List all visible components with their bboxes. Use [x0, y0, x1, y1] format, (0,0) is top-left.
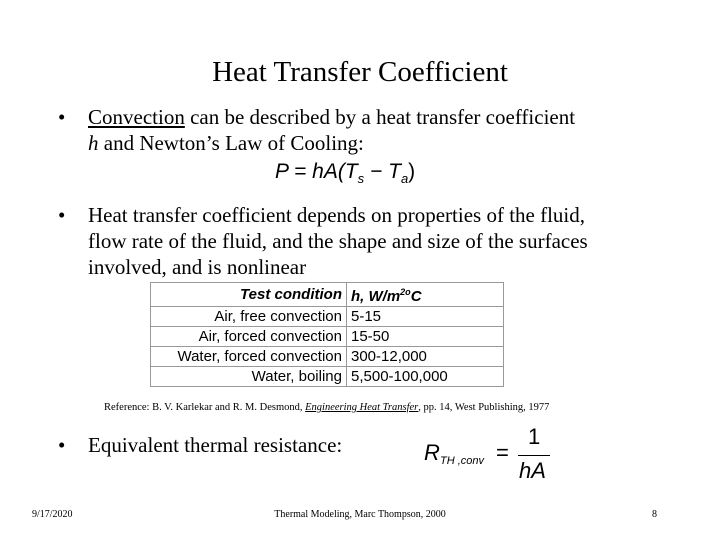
cell-condition: Water, boiling [151, 367, 347, 387]
newton-cooling-equation [275, 160, 415, 186]
header-h-text: h, W/m [351, 288, 401, 305]
eq-part: − T [364, 160, 401, 183]
table-header-row [151, 283, 504, 307]
slide-title: Heat Transfer Coefficient [212, 56, 508, 88]
eq-subscript: TH ,conv [440, 455, 485, 467]
cell-h: 300-12,000 [347, 347, 504, 367]
header-h-sup: 2o [400, 287, 411, 297]
thermal-resistance-equation [424, 424, 564, 486]
bullet-marker: • [58, 433, 66, 457]
table-row [151, 307, 504, 327]
eq-resistance-symbol: R [424, 440, 440, 465]
cell-condition: Air, forced convection [151, 327, 347, 347]
bullet-marker: • [58, 105, 66, 129]
eq-subscript: s [357, 171, 365, 186]
bullet-line-text: and Newton’s Law of Cooling: [98, 131, 364, 155]
table-row [151, 327, 504, 347]
cell-condition: Air, free convection [151, 307, 347, 327]
variable-h: h [88, 131, 99, 155]
footer-date: 9/17/2020 [32, 509, 73, 520]
bullet-line: flow rate of the fluid, and the shape and size of the surfaces [88, 229, 588, 253]
eq-equals: = [496, 440, 509, 465]
cell-h: 15-50 [347, 327, 504, 347]
bullet-text [88, 104, 575, 156]
reference-citation [104, 402, 549, 413]
bullet-thermal-resistance [58, 432, 418, 458]
bullet-marker: • [58, 203, 66, 227]
reference-text: , pp. 14, West Publishing, 1977 [418, 402, 550, 413]
bullet-coefficient-dependence [58, 202, 698, 280]
underlined-term: Convection [88, 105, 185, 129]
eq-part: ) [408, 160, 416, 183]
bullet-line [88, 130, 575, 156]
header-h [347, 283, 504, 307]
cell-h: 5,500-100,000 [347, 367, 504, 387]
reference-text: Reference: B. V. Karlekar and R. M. Desmond, [104, 402, 306, 413]
eq-part: P = hA(T [275, 160, 358, 183]
bullet-line: Heat transfer coefficient depends on properties of the fluid, [88, 203, 586, 227]
reference-book-title: Engineering Heat Transfer [305, 402, 419, 413]
bullet-convection [58, 104, 678, 156]
table-row [151, 367, 504, 387]
eq-subscript: a [400, 171, 409, 186]
table-row [151, 347, 504, 367]
eq-numerator: 1 [528, 424, 541, 449]
cell-h: 5-15 [347, 307, 504, 327]
eq-fraction-bar [518, 455, 550, 456]
cell-condition: Water, forced convection [151, 347, 347, 367]
bullet-text [88, 202, 588, 280]
footer-page-number: 8 [652, 509, 657, 520]
bullet-text: Equivalent thermal resistance: [88, 433, 343, 457]
bullet-line [88, 104, 575, 130]
footer-center: Thermal Modeling, Marc Thompson, 2000 [274, 509, 446, 520]
eq-denominator: hA [519, 458, 546, 483]
bullet-line: involved, and is nonlinear [88, 255, 307, 279]
heat-transfer-table [150, 282, 504, 387]
header-condition: Test condition [151, 283, 347, 307]
bullet-line-text: can be described by a heat transfer coefficient [184, 105, 576, 129]
header-h-unit: C [410, 288, 422, 305]
